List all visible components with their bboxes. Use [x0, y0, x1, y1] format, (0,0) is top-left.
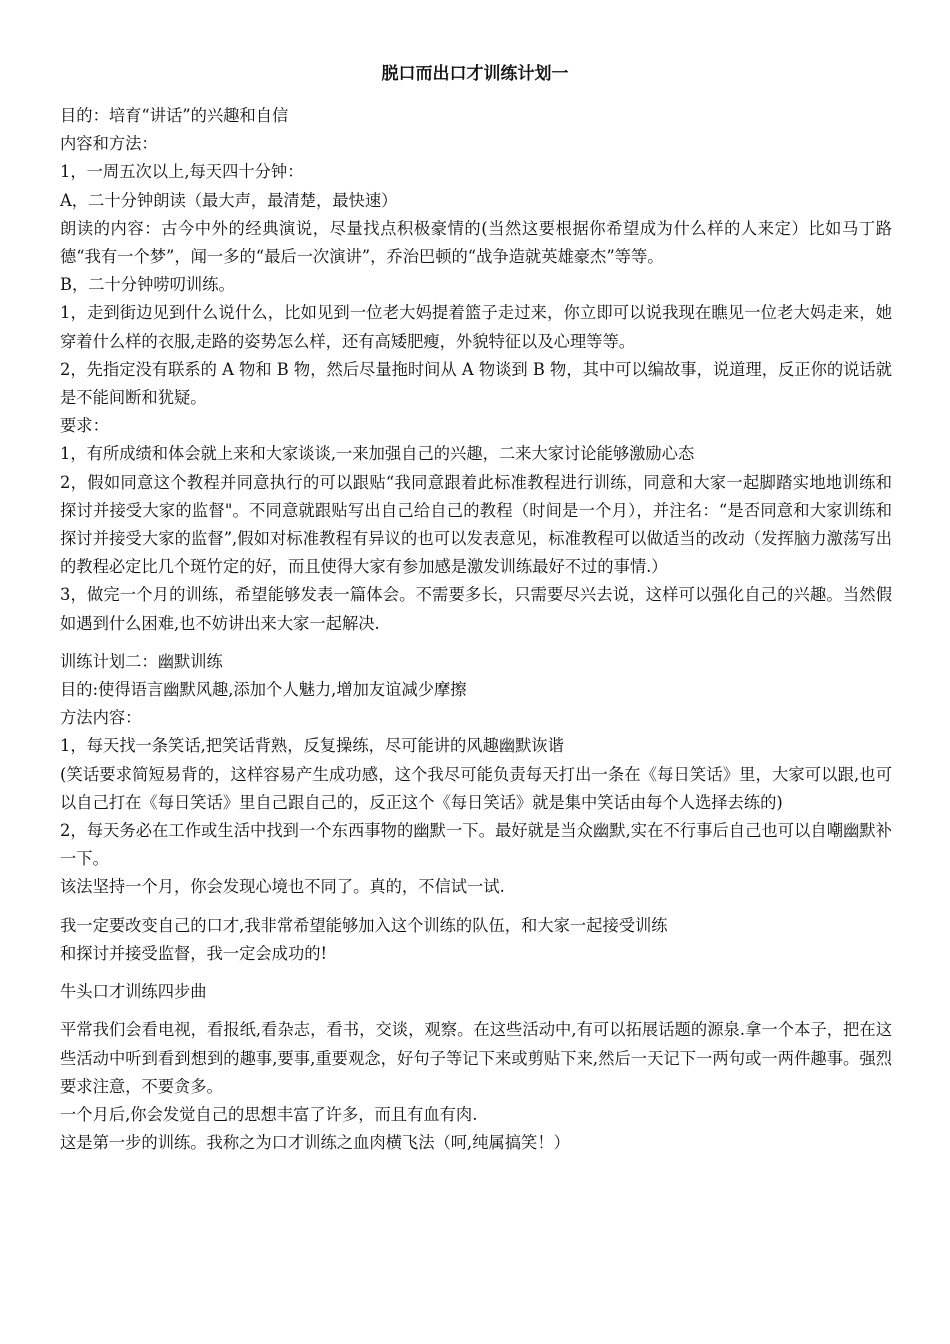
plan1-item-1: 1，一周五次以上,每天四十分钟：: [60, 162, 304, 182]
plan1-requirement-3: 3，做完一个月的训练，希望能够发表一篇体会。不需要多长，只需要尽兴去说，这样可以强化自己的兴趣。当然假如遇到什么困难,也不妨讲出来大家一起解决.: [60, 585, 892, 633]
section-gap: [60, 1006, 892, 1016]
four-steps-paragraph-1: 平常我们会看电视，看报纸,看杂志，看书，交谈，观察。在这些活动中,有可以拓展话题的源泉.拿一个本子，把在这些活动中听到看到想到的趣事,要事,重要观念，好句子等记下来或剪贴下来,然后一天记下一两句或一两件趣事。强烈要求注意，不要贪多。: [60, 1020, 892, 1096]
pledge-line-1: 我一定要改变自己的口才,我非常希望能够加入这个训练的队伍，和大家一起接受训练: [60, 915, 668, 935]
document-body: [60, 102, 892, 1157]
plan1-item-a: A，二十分钟朗读（最大声，最清楚，最快速）: [60, 190, 398, 210]
plan1-requirements-heading: 要求：: [60, 416, 109, 436]
plan2-method-heading: 方法内容：: [60, 708, 142, 728]
plan2-conclusion: 该法坚持一个月，你会发现心境也不同了。真的，不信试一试.: [60, 877, 505, 897]
plan1-purpose: 目的：培育“讲话”的兴趣和自信: [60, 106, 289, 125]
plan2-method-2: 2，每天务必在工作或生活中找到一个东西事物的幽默一下。最好就是当众幽默,实在不行事后自己也可以自嘲幽默补一下。: [60, 821, 892, 869]
plan1-reading-content: 朗读的内容：古今中外的经典演说，尽量找点积极豪情的(当然这要根据你希望成为什么样的人来定）比如马丁路德“我有一个梦”，闻一多的“最后一次演讲”，乔治巴顿的“战争造就英雄豪杰”等等。: [60, 218, 892, 267]
plan1-b-point-1: 1，走到街边见到什么说什么，比如见到一位老大妈提着篮子走过来，你立即可以说我现在瞧见一位老大妈走来，她穿着什么样的衣服,走路的姿势怎么样，还有高矮肥瘦，外貌特征以及心理等等。: [60, 303, 892, 351]
section-gap: [60, 902, 892, 912]
plan2-method-1-note: (笑话要求简短易背的，这样容易产生成功感，这个我尽可能负责每天打出一条在《每日笑话》里，大家可以跟,也可以自己打在《每日笑话》里自己跟自己的，反正这个《每日笑话》就是集中笑话由每个人选择去练的): [60, 764, 892, 812]
plan1-b-point-2: 2，先指定没有联系的 A 物和 B 物，然后尽量拖时间从 A 物谈到 B 物，其中可以编故事，说道理，反正你的说话就是不能间断和犹疑。: [60, 359, 892, 408]
plan1-content-heading: 内容和方法：: [60, 134, 158, 154]
plan1-item-b: B，二十分钟唠叨训练。: [60, 275, 235, 295]
four-steps-heading: 牛头口才训练四步曲: [60, 982, 207, 1002]
section-gap: [60, 638, 892, 648]
plan2-method-1: 1，每天找一条笑话,把笑话背熟，反复操练，尽可能讲的风趣幽默诙谐: [60, 736, 564, 756]
plan1-requirement-1: 1，有所成绩和体会就上来和大家谈谈,一来加强自己的兴趣，二来大家讨论能够激励心态: [60, 444, 695, 464]
document-title: 脱口而出口才训练计划一: [381, 64, 569, 84]
four-steps-paragraph-3: 这是第一步的训练。我称之为口才训练之血肉横飞法（呵,纯属搞笑！）: [60, 1133, 570, 1153]
four-steps-paragraph-2: 一个月后,你会发觉自己的思想丰富了许多，而且有血有肉.: [60, 1104, 478, 1124]
plan2-purpose: 目的:使得语言幽默风趣,添加个人魅力,增加友谊减少摩擦: [60, 680, 467, 700]
plan1-requirement-2: 2，假如同意这个教程并同意执行的可以跟贴“我同意跟着此标准教程进行训练，同意和大家一起脚踏实地地训练和探讨并接受大家的监督"。不同意就跟贴写出自己给自己的教程（时间是一个月），并注名：“是否同意和大家训练和探讨并接受大家的监督”,假如对标准教程有异议的也可以发表意见，标准教程可以做适当的改动（发挥脑力激荡写出的教程必定比几个斑竹定的好，而且使得大家有参加感是激发训练最好不过的事情.）: [60, 472, 892, 577]
pledge-line-2: 和探讨并接受监督，我一定会成功的!: [60, 943, 328, 963]
section-gap: [60, 968, 892, 978]
plan2-heading: 训练计划二：幽默训练: [60, 651, 223, 671]
